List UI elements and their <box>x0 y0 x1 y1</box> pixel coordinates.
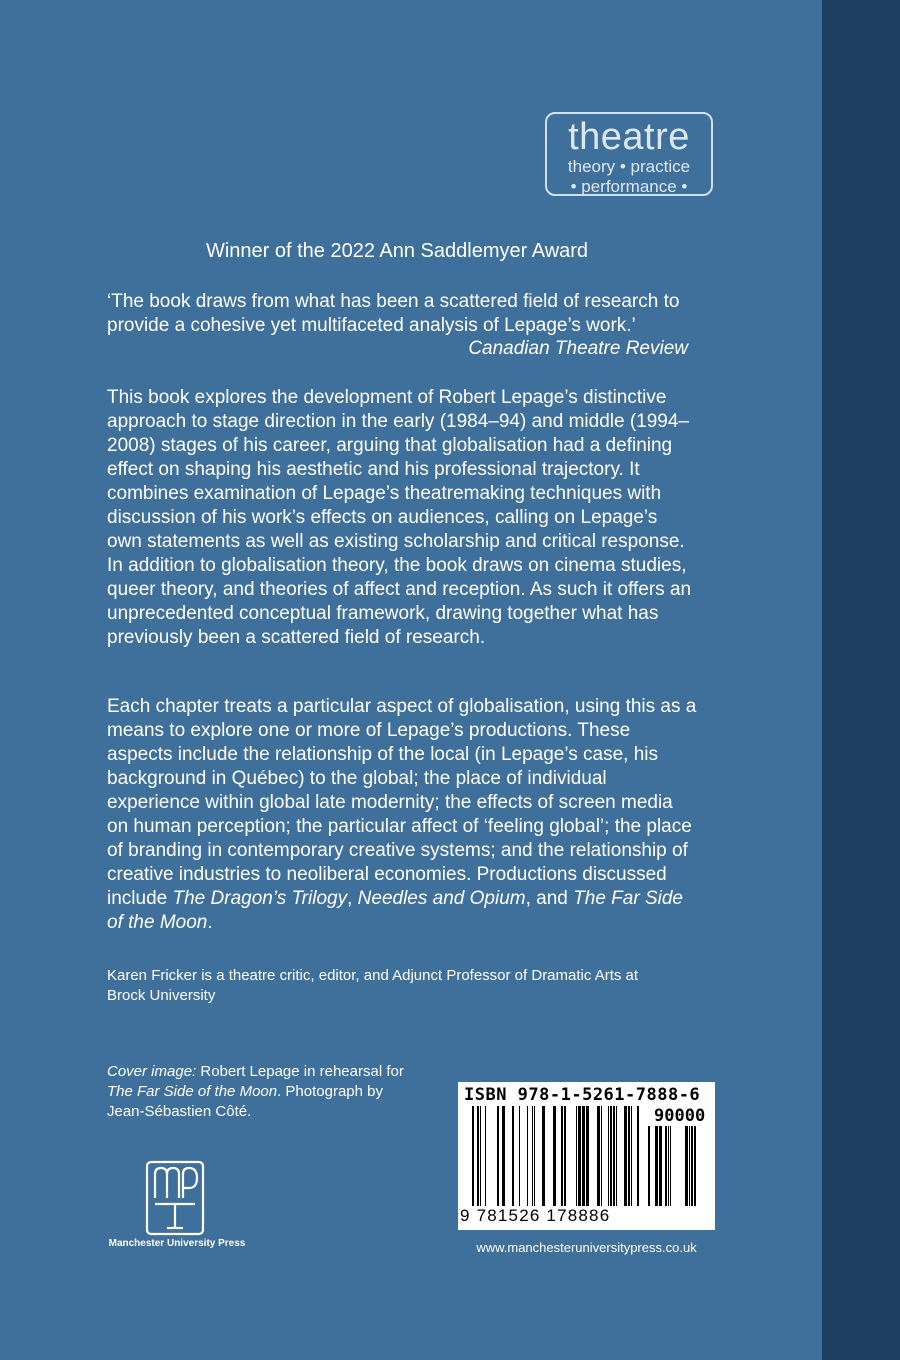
series-logo <box>545 112 713 196</box>
separator-1: , <box>347 888 358 909</box>
review-source: Canadian Theatre Review <box>468 338 688 359</box>
cover-credit-label: Cover image: <box>107 1063 197 1080</box>
paragraph-2-text: Each chapter treats a particular aspect of globalisation, using this as a means to explore one or more of Lepage’s productions. These aspects include the relationship of the local (in Lepage’s case, his background in Québec) to the global; the place of individual experience within global late modernity; the effects of screen media on human perception; the particular affect of ‘feeling global’; the place of branding in contemporary creative systems; and the relationship of creative industries to neoliberal economies. Productions discussed include <box>107 696 697 909</box>
isbn-barcode <box>458 1082 715 1230</box>
publisher-name: Manchester University Press <box>108 1238 246 1249</box>
cover-credit-text-1: Robert Lepage in rehearsal for <box>196 1063 404 1080</box>
publisher-url: www.manchesteruniversitypress.co.uk <box>476 1240 697 1255</box>
separator-2: , and <box>525 888 574 909</box>
award-line: Winner of the 2022 Ann Saddlemyer Award <box>205 240 589 262</box>
price-code: 90000 <box>654 1106 706 1126</box>
description-paragraph-2 <box>107 695 697 935</box>
author-bio: Karen Fricker is a theatre critic, editor, and Adjunct Professor of Dramatic Arts at Brock University <box>107 967 639 1004</box>
cover-credit-text-2: . Photograph by Jean-Sébastien Côté. <box>107 1083 384 1120</box>
spine-edge <box>822 0 900 1360</box>
series-logo-title: theatre <box>568 116 690 158</box>
ean-barcode-bars <box>472 1106 642 1206</box>
series-logo-line3: • performance • <box>570 177 688 196</box>
paragraph-2-end: . <box>207 912 213 933</box>
price-barcode-bars <box>648 1126 708 1206</box>
ean-digits: 9 781526 178886 <box>460 1206 611 1225</box>
description-paragraph-1: This book explores the development of Robert Lepage’s distinctive approach to stage direction in the early (1984–94) and middle (1994–2008) stages of his career, arguing that globalisation had a defining effect on shaping his aesthetic and his professional trajectory. It combines examination of Lepage’s theatremaking techniques with discussion of his work’s effects on audiences, calling on Lepage’s own statements as well as existing scholarship and critical response. In addition to globalisation theory, the book draws on cinema studies, queer theory, and theories of affect and reception. As such it offers an unprecedented conceptual framework, drawing together what has previously been a scattered field of research. <box>107 387 692 648</box>
review-quote: ‘The book draws from what has been a scattered field of research to provide a cohesive yet multifaceted analysis of Lepage’s work.’ <box>107 291 680 336</box>
production-title-1: The Dragon’s Trilogy <box>172 888 348 909</box>
production-title-3: The Far Side of the Moon <box>107 888 683 933</box>
production-title-2: Needles and Opium <box>357 888 526 909</box>
cover-credit-title: The Far Side of the Moon <box>107 1083 278 1100</box>
cover-credit <box>107 1062 407 1122</box>
series-logo-line2: theory • practice <box>567 157 691 176</box>
isbn-text: ISBN 978-1-5261-7888-6 <box>464 1085 701 1105</box>
